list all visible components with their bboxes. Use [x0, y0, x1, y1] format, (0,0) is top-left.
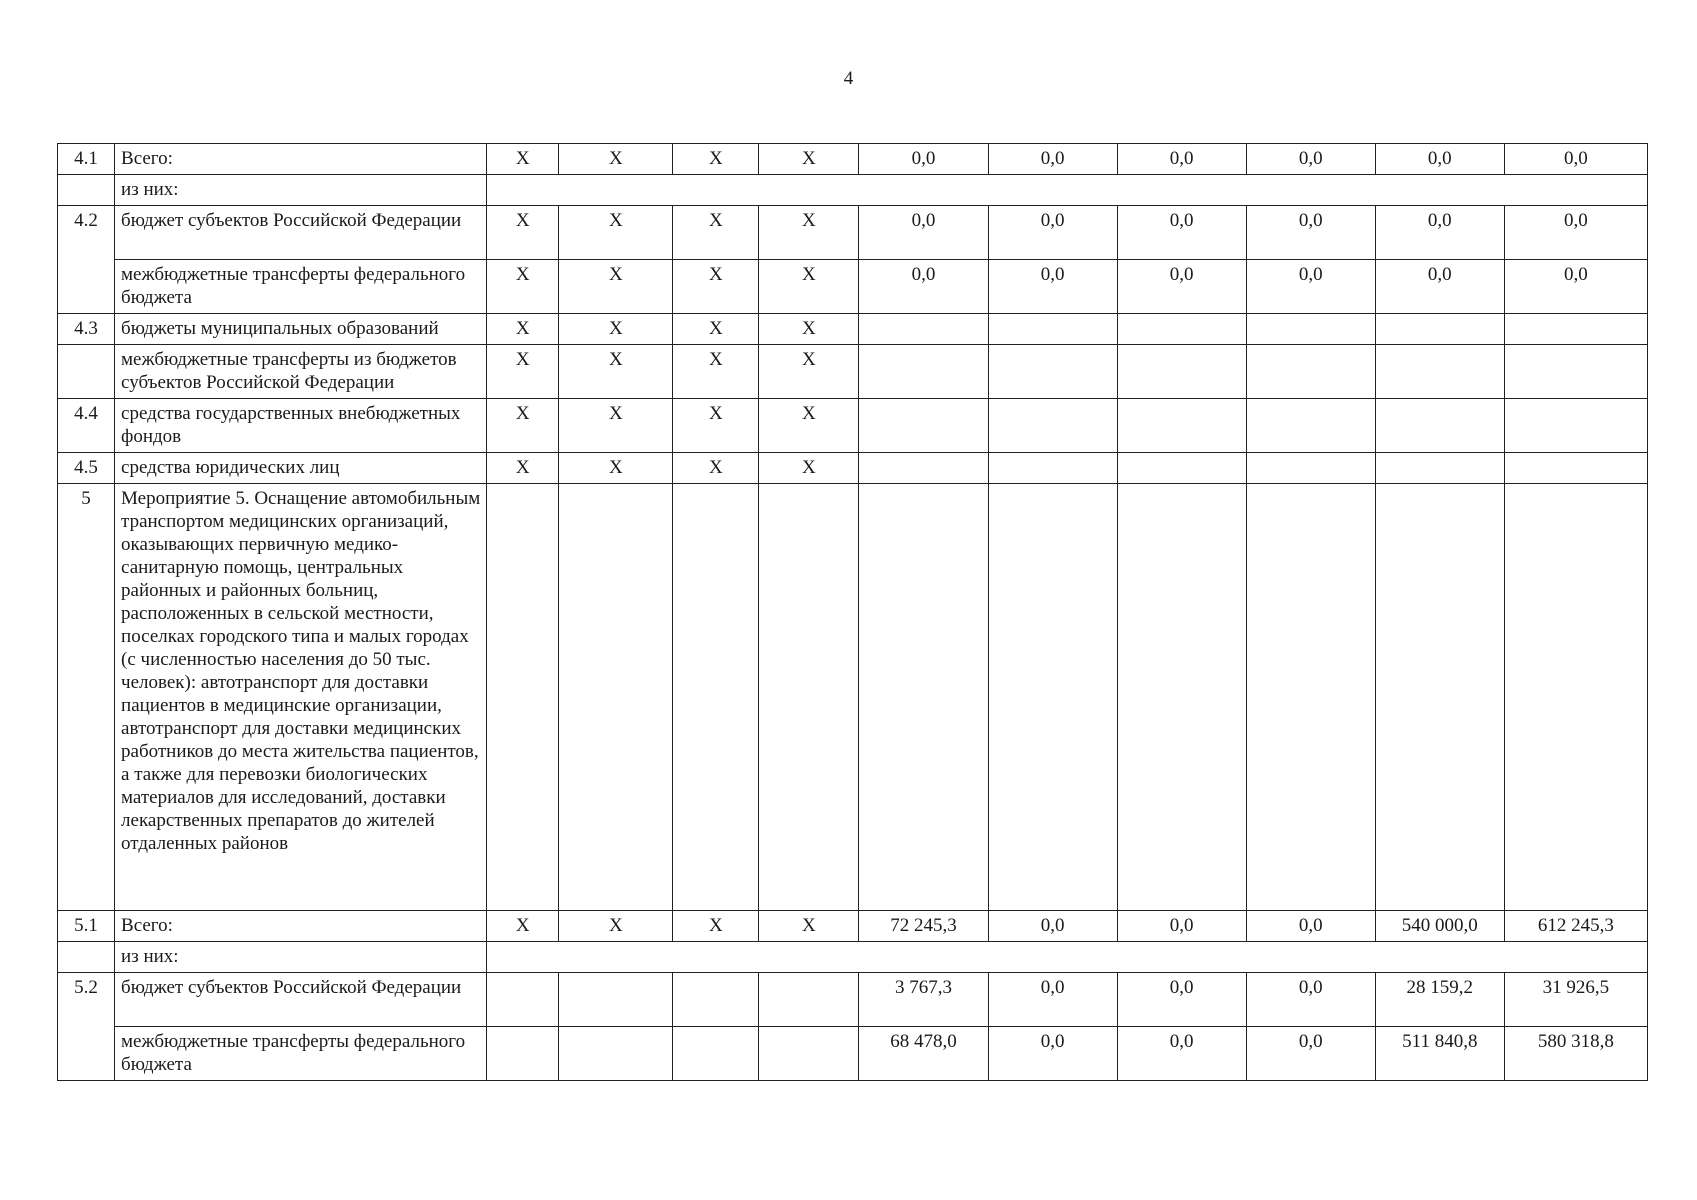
table-cell [1375, 345, 1504, 399]
table-cell [1504, 484, 1647, 911]
row-name: Всего: [115, 144, 487, 175]
table-cell: 0,0 [988, 260, 1117, 314]
table-cell [1375, 484, 1504, 911]
table-cell: Х [487, 206, 559, 260]
table-cell [673, 484, 759, 911]
table-cell [1246, 453, 1375, 484]
table-cell [1117, 399, 1246, 453]
row-number: 4.4 [58, 399, 115, 453]
table-cell [1375, 453, 1504, 484]
table-cell: Х [759, 453, 859, 484]
table-cell: Х [759, 399, 859, 453]
table-cell: 0,0 [1375, 206, 1504, 260]
table-cell [1246, 345, 1375, 399]
table-cell [1117, 453, 1246, 484]
budget-table [57, 143, 1648, 1081]
table-cell: 28 159,2 [1375, 973, 1504, 1027]
table-cell: Х [559, 144, 673, 175]
table-cell: 0,0 [1246, 911, 1375, 942]
table-cell: 540 000,0 [1375, 911, 1504, 942]
table-cell: Х [559, 453, 673, 484]
table-cell: Х [673, 206, 759, 260]
table-cell: 0,0 [1246, 144, 1375, 175]
table-cell [487, 1027, 559, 1081]
table-cell: 0,0 [1504, 144, 1647, 175]
table-cell: 0,0 [1117, 144, 1246, 175]
row-name: бюджет субъектов Российской Федерации [115, 206, 487, 260]
table-cell [759, 484, 859, 911]
table-cell [1375, 399, 1504, 453]
table-row [58, 973, 1648, 1027]
table-cell: 0,0 [1117, 973, 1246, 1027]
row-name: средства государственных внебюджетных фондов [115, 399, 487, 453]
table-cell: 612 245,3 [1504, 911, 1647, 942]
table-cell: Х [673, 399, 759, 453]
table-cell: Х [487, 399, 559, 453]
table-row [58, 484, 1648, 911]
table-cell [1504, 314, 1647, 345]
table-cell [673, 973, 759, 1027]
table-cell: Х [559, 206, 673, 260]
row-number: 5.2 [58, 973, 115, 1081]
table-row [58, 345, 1648, 399]
row-name: бюджеты муниципальных образований [115, 314, 487, 345]
table-cell [988, 345, 1117, 399]
row-name: Мероприятие 5. Оснащение автомобильным транспортом медицинских организаций, оказывающих первичную медико-санитарную помощь, центральных районных и районных больниц, расположенных в сельской местности, поселках городского типа и малых городах (с численностью населения до 50 тыс. человек): автотранспорт для доставки пациентов в медицинские организации, автотранспорт для доставки медицинских работников до места жительства пациентов, а также для перевозки биологических материалов для исследований, доставки лекарственных препаратов до жителей отдаленных районов [115, 484, 487, 911]
table-cell: Х [759, 345, 859, 399]
table-row [58, 175, 1648, 206]
table-cell: 0,0 [1117, 260, 1246, 314]
table-cell: Х [559, 911, 673, 942]
table-cell: Х [673, 345, 759, 399]
table-cell: Х [759, 911, 859, 942]
table-cell [1117, 484, 1246, 911]
table-cell: Х [673, 314, 759, 345]
table-cell: Х [673, 260, 759, 314]
table-cell: 0,0 [988, 206, 1117, 260]
table-row [58, 144, 1648, 175]
table-cell [1504, 345, 1647, 399]
table-cell [988, 453, 1117, 484]
table-cell: Х [487, 911, 559, 942]
table-cell: 0,0 [859, 144, 988, 175]
row-name: Всего: [115, 911, 487, 942]
table-cell [1504, 399, 1647, 453]
table-cell [559, 973, 673, 1027]
row-name: межбюджетные трансферты федерального бюджета [115, 260, 487, 314]
table-cell [673, 1027, 759, 1081]
row-name: из них: [115, 942, 487, 973]
table-cell: 0,0 [1246, 1027, 1375, 1081]
table-cell [1375, 314, 1504, 345]
table-cell: 0,0 [1246, 260, 1375, 314]
row-number: 5.1 [58, 911, 115, 942]
table-cell: Х [759, 206, 859, 260]
table-cell: Х [759, 144, 859, 175]
table-cell: 0,0 [988, 911, 1117, 942]
table-cell: Х [559, 314, 673, 345]
row-number: 4.3 [58, 314, 115, 345]
row-name: бюджет субъектов Российской Федерации [115, 973, 487, 1027]
table-cell: 0,0 [859, 206, 988, 260]
table-cell: 31 926,5 [1504, 973, 1647, 1027]
table-cell: 0,0 [1117, 1027, 1246, 1081]
table-cell: 0,0 [859, 260, 988, 314]
table-cell [759, 973, 859, 1027]
table-cell [559, 1027, 673, 1081]
table-cell: 0,0 [1375, 144, 1504, 175]
row-number [58, 942, 115, 973]
merged-empty-cell [487, 175, 1648, 206]
table-cell: 0,0 [1246, 973, 1375, 1027]
table-cell [759, 1027, 859, 1081]
table-cell: Х [487, 453, 559, 484]
table-row [58, 911, 1648, 942]
table-cell: Х [759, 314, 859, 345]
table-cell: Х [487, 260, 559, 314]
page-number: 4 [843, 68, 854, 89]
table-cell [487, 973, 559, 1027]
table-cell: 580 318,8 [1504, 1027, 1647, 1081]
table-cell: 0,0 [1504, 206, 1647, 260]
table-cell [1246, 399, 1375, 453]
table-row [58, 453, 1648, 484]
table-cell: 0,0 [988, 1027, 1117, 1081]
table-cell: 0,0 [1246, 206, 1375, 260]
row-number [58, 345, 115, 399]
row-name: межбюджетные трансферты федерального бюджета [115, 1027, 487, 1081]
row-name: из них: [115, 175, 487, 206]
row-number: 4.2 [58, 206, 115, 314]
table-cell [988, 399, 1117, 453]
table-cell: 0,0 [1375, 260, 1504, 314]
table-cell: 68 478,0 [859, 1027, 988, 1081]
table-cell: Х [487, 314, 559, 345]
table-row [58, 1027, 1648, 1081]
table-cell: Х [759, 260, 859, 314]
row-number: 4.1 [58, 144, 115, 175]
table-cell [988, 484, 1117, 911]
row-name: средства юридических лиц [115, 453, 487, 484]
table-cell: 511 840,8 [1375, 1027, 1504, 1081]
table-cell: Х [673, 453, 759, 484]
row-number: 5 [58, 484, 115, 911]
table-cell: Х [559, 345, 673, 399]
table-cell: Х [559, 399, 673, 453]
row-name: межбюджетные трансферты из бюджетов субъектов Российской Федерации [115, 345, 487, 399]
table-row [58, 206, 1648, 260]
table-cell: 0,0 [1117, 206, 1246, 260]
table-cell [988, 314, 1117, 345]
table-cell: Х [487, 345, 559, 399]
table-cell: Х [673, 911, 759, 942]
table-cell [859, 345, 988, 399]
table-cell [1117, 314, 1246, 345]
table-cell [859, 453, 988, 484]
table-cell [859, 399, 988, 453]
table-cell [559, 484, 673, 911]
table-cell [487, 484, 559, 911]
table-row [58, 314, 1648, 345]
table-cell [1246, 484, 1375, 911]
table-cell: 0,0 [988, 973, 1117, 1027]
table-cell [1504, 453, 1647, 484]
table-cell: 0,0 [1504, 260, 1647, 314]
table-cell: 0,0 [1117, 911, 1246, 942]
table-cell [1246, 314, 1375, 345]
table-cell [1117, 345, 1246, 399]
table-cell: Х [673, 144, 759, 175]
table-row [58, 942, 1648, 973]
table-cell: 72 245,3 [859, 911, 988, 942]
table-cell: 3 767,3 [859, 973, 988, 1027]
table-cell: Х [559, 260, 673, 314]
table-cell [859, 314, 988, 345]
merged-empty-cell [487, 942, 1648, 973]
table-row [58, 399, 1648, 453]
row-number: 4.5 [58, 453, 115, 484]
row-number [58, 175, 115, 206]
table-row [58, 260, 1648, 314]
table-cell: Х [487, 144, 559, 175]
table-cell: 0,0 [988, 144, 1117, 175]
table-cell [859, 484, 988, 911]
